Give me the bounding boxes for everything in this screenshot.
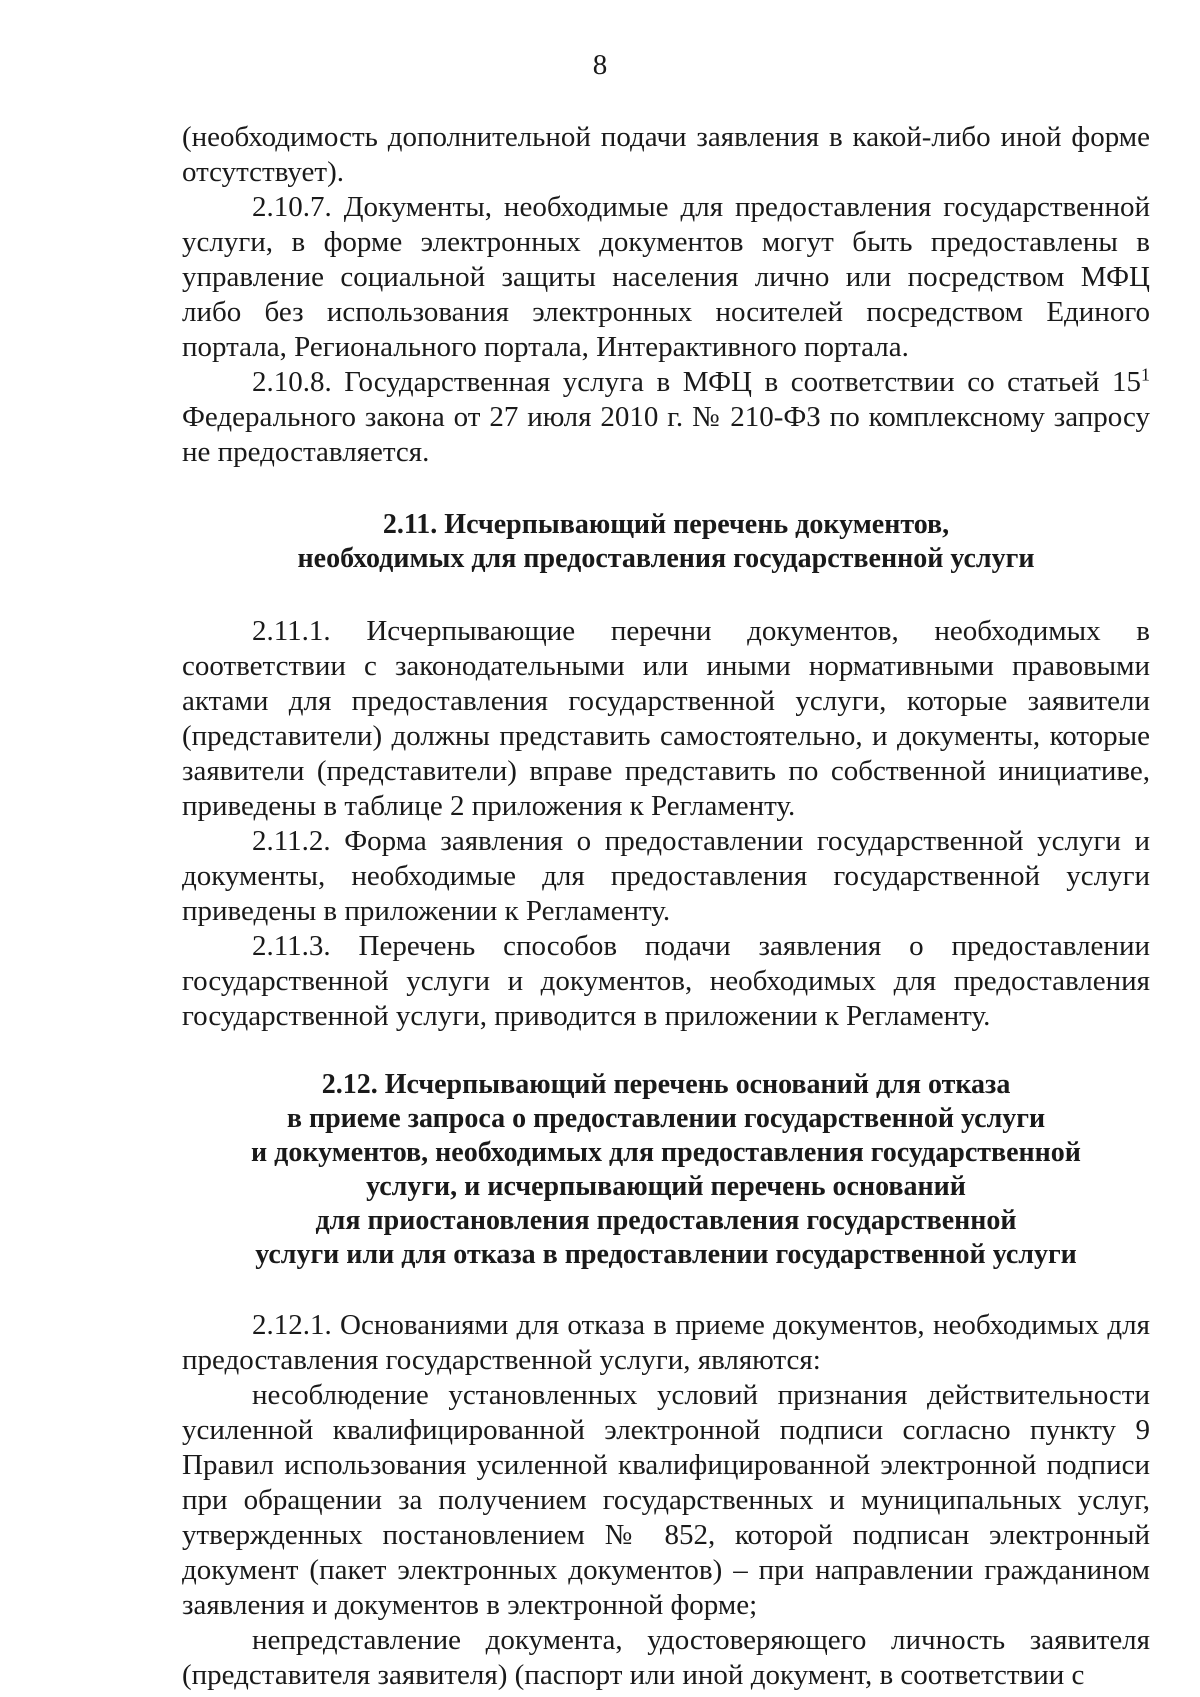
paragraph-2-10-7: 2.10.7. Документы, необходимые для предоставления государственной услуги, в форме электронных документов могут быть предоставлены в управление социальной защиты населения лично или посредством МФЦ либо без использования электронных носителей посредством Единого портала, Регионального портала, Интерактивного портала. bbox=[182, 191, 1150, 363]
paragraph-2-12-1: 2.12.1. Основаниями для отказа в приеме документов, необходимых для предоставления государственной услуги, являются: bbox=[182, 1309, 1150, 1376]
paragraph-continuation: (необходимость дополнительной подачи заявления в какой-либо иной форме отсутствует). bbox=[182, 121, 1150, 188]
section-heading-2-11 bbox=[182, 508, 1150, 576]
paragraph-ground-signature: несоблюдение установленных условий признания действительности усиленной квалифицированной электронной подписи согласно пункту 9 Правил использования усиленной квалифицированной электронной подписи при обращении за получением государственных и муниципальных услуг, утвержденных постановлением № 852, которой подписан электронный документ (пакет электронных документов) – при направлении гражданином заявления и документов в электронной форме; bbox=[182, 1379, 1150, 1621]
paragraph-2-10-8-text: 2.10.8. Государственная услуга в МФЦ в соответствии со статьей 15 bbox=[252, 366, 1141, 398]
paragraph-2-11-3: 2.11.3. Перечень способов подачи заявления о предоставлении государственной услуги и документов, необходимых для предоставления государственной услуги, приводится в приложении к Регламенту. bbox=[182, 930, 1150, 1032]
heading-line: 2.12. Исчерпывающий перечень оснований для отказа bbox=[321, 1069, 1011, 1100]
page-number: 8 bbox=[592, 49, 608, 81]
heading-line: 2.11. Исчерпывающий перечень документов, bbox=[382, 509, 950, 540]
section-heading-2-12 bbox=[182, 1068, 1150, 1272]
paragraph-2-11-2: 2.11.2. Форма заявления о предоставлении государственной услуги и документы, необходимые для предоставления государственной услуги приведены в приложении к Регламенту. bbox=[182, 825, 1150, 927]
heading-line: услуги или для отказа в предоставлении государственной услуги bbox=[255, 1239, 1077, 1270]
heading-line: услуги, и исчерпывающий перечень оснований bbox=[366, 1171, 966, 1202]
paragraph-2-11-1: 2.11.1. Исчерпывающие перечни документов, необходимых в соответствии с законодательными или иными нормативными правовыми актами для предоставления государственной услуги, которые заявители (представители) должны представить самостоятельно, и документы, которые заявители (представители) вправе представить по собственной инициативе, приведены в таблице 2 приложения к Регламенту. bbox=[182, 615, 1150, 822]
paragraph-2-10-8 bbox=[182, 365, 1150, 470]
footnote-superscript: 1 bbox=[1141, 364, 1150, 385]
heading-line: в приеме запроса о предоставлении государственной услуги bbox=[286, 1103, 1046, 1134]
heading-line: необходимых для предоставления государственной услуги bbox=[297, 543, 1035, 574]
heading-line: и документов, необходимых для предоставления государственной bbox=[251, 1137, 1081, 1168]
paragraph-2-10-8-text-end: Федерального закона от 27 июля 2010 г. № 210-ФЗ по комплексному запросу не предоставляется. bbox=[182, 401, 1150, 468]
paragraph-ground-identity-document: непредставление документа, удостоверяющего личность заявителя (представителя заявителя) (паспорт или иной документ, в соответствии с bbox=[182, 1624, 1150, 1691]
document-body bbox=[182, 120, 1150, 1693]
heading-line: для приостановления предоставления государственной bbox=[315, 1205, 1017, 1236]
